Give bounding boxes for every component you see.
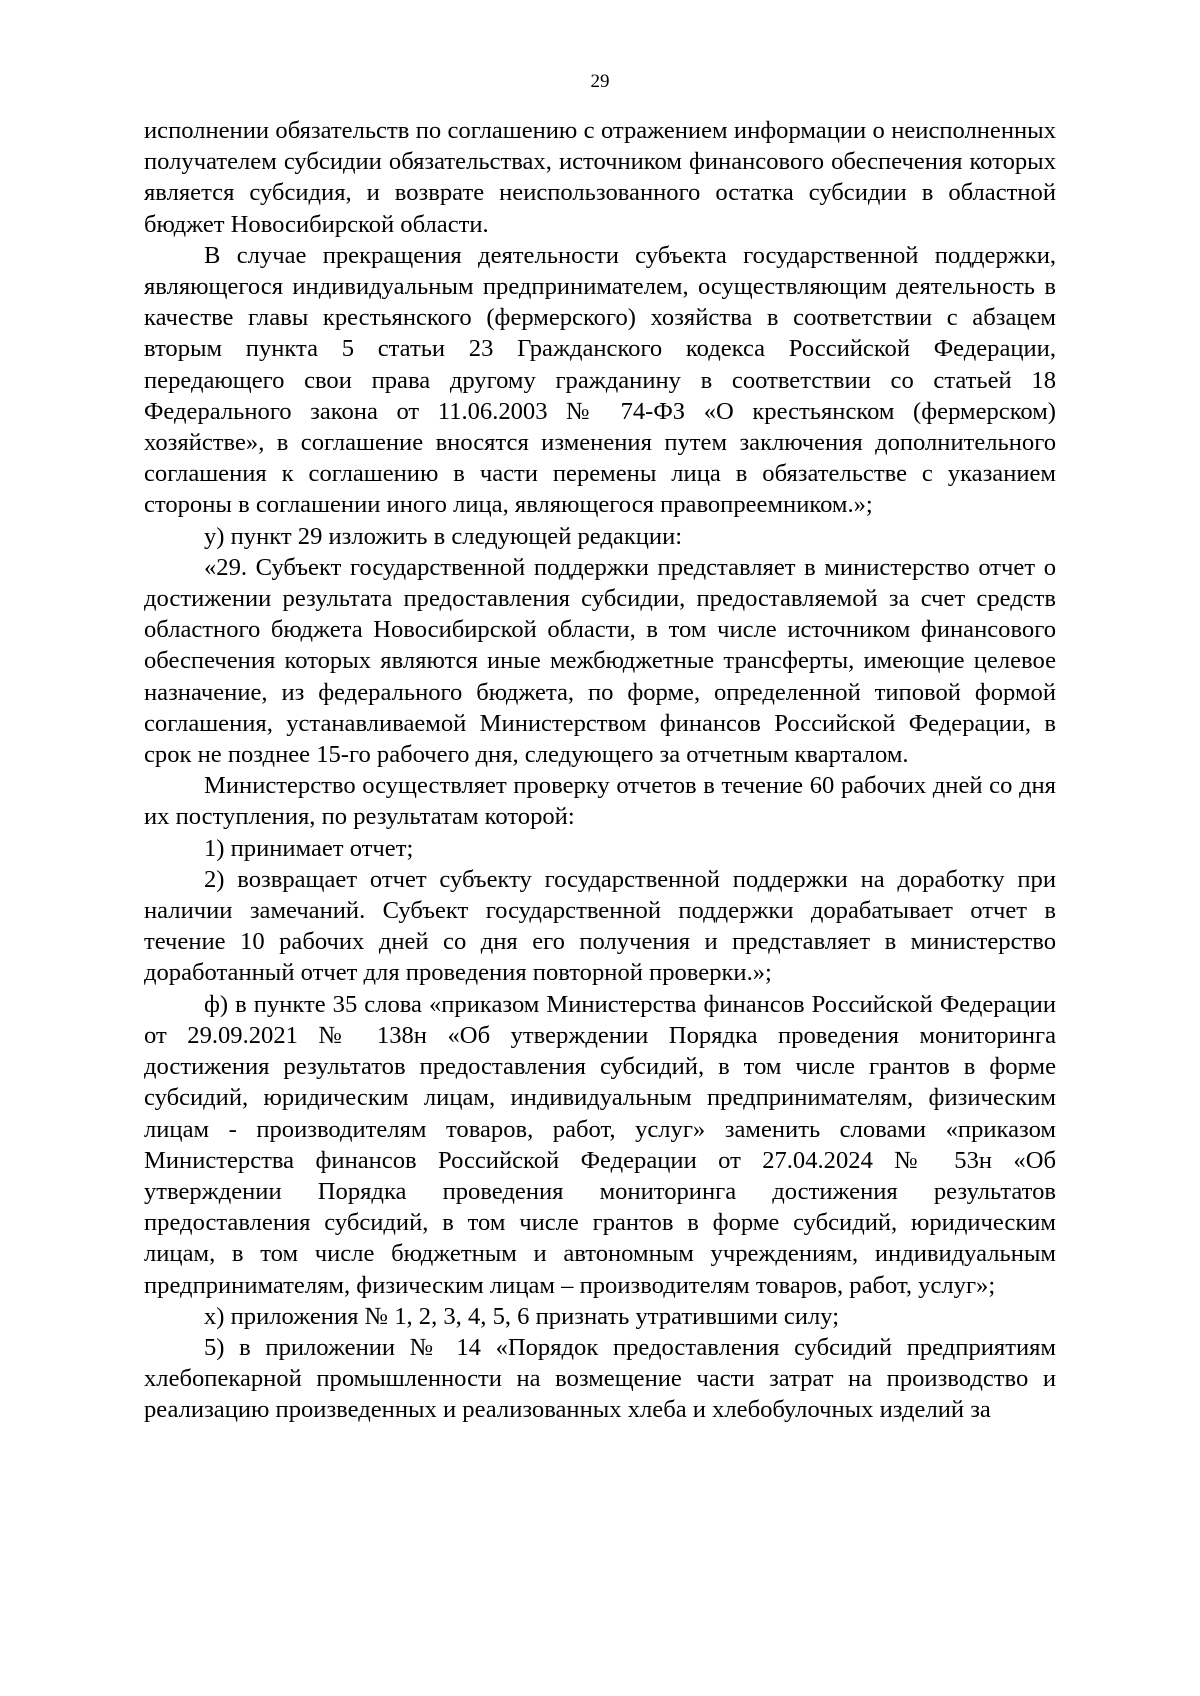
paragraph-ministry-check: Министерство осуществляет проверку отчетов в течение 60 рабочих дней со дня их поступления, по результатам которой: [144,772,1056,831]
document-body [144,115,1056,1426]
paragraph-subitem-2: 2) возвращает отчет субъекту государственной поддержки на доработку при наличии замечаний. Субъект государственной поддержки дорабатывает отчет в течение 10 рабочих дней со дня его получения и представляет в министерство доработанный отчет для проведения повторной проверки.»; [144,865,1056,987]
paragraph-clause-29: «29. Субъект государственной поддержки представляет в министерство отчет о достижении результата предоставления субсидии, предоставляемой за счет средств областного бюджета Новосибирской области, в том числе источником финансового обеспечения которых являются иные межбюджетные трансферты, имеющие целевое назначение, из федерального бюджета, по форме, определенной типовой формой соглашения, устанавливаемой Министерством финансов Российской Федерации, в срок не позднее 15-го рабочего дня, следующего за отчетным кварталом. [144,553,1056,769]
paragraph-item-5: 5) в приложении № 14 «Порядок предоставления субсидий предприятиям хлебопекарной промышленности на возмещение части затрат на производство и реализацию произведенных и реализованных хлеба и хлебобулочных изделий за [144,1333,1056,1424]
paragraph-subitem-1: 1) принимает отчет; [204,834,414,862]
paragraph-item-f: ф) в пункте 35 слова «приказом Министерства финансов Российской Федерации от 29.09.2021 № 138н «Об утверждении Порядка проведения мониторинга достижения результатов предоставления субсидий, в том числе грантов в форме субсидий, юридическим лицам, индивидуальным предпринимателям, физическим лицам - производителям товаров, работ, услуг» заменить словами «приказом Министерства финансов Российской Федерации от 27.04.2024 № 53н «Об утверждении Порядка проведения мониторинга достижения результатов предоставления субсидий, в том числе грантов в форме субсидий, юридическим лицам, в том числе бюджетным и автономным учреждениям, индивидуальным предпринимателям, физическим лицам – производителям товаров, работ, услуг»; [144,990,1056,1299]
paragraph-item-kh: х) приложения № 1, 2, 3, 4, 5, 6 признать утратившими силу; [204,1302,840,1330]
page-number: 29 [590,71,610,92]
paragraph-continuation: исполнении обязательств по соглашению с отражением информации о неисполненных получателем субсидии обязательствах, источником финансового обеспечения которых является субсидия, и возврате неиспользованного остатка субсидии в областной бюджет Новосибирской области. [144,117,1056,238]
paragraph-item-u: у) пункт 29 изложить в следующей редакции: [204,522,683,550]
paragraph-termination-of-activity: В случае прекращения деятельности субъекта государственной поддержки, являющегося индивидуальным предпринимателем, осуществляющим деятельность в качестве главы крестьянского (фермерского) хозяйства в соответствии с абзацем вторым пункта 5 статьи 23 Гражданского кодекса Российской Федерации, передающего свои права другому гражданину в соответствии со статьей 18 Федерального закона от 11.06.2003 № 74-ФЗ «О крестьянском (фермерском) хозяйстве», в соглашение вносятся изменения путем заключения дополнительного соглашения к соглашению в части перемены лица в обязательстве с указанием стороны в соглашении иного лица, являющегося правопреемником.»; [144,241,1056,519]
